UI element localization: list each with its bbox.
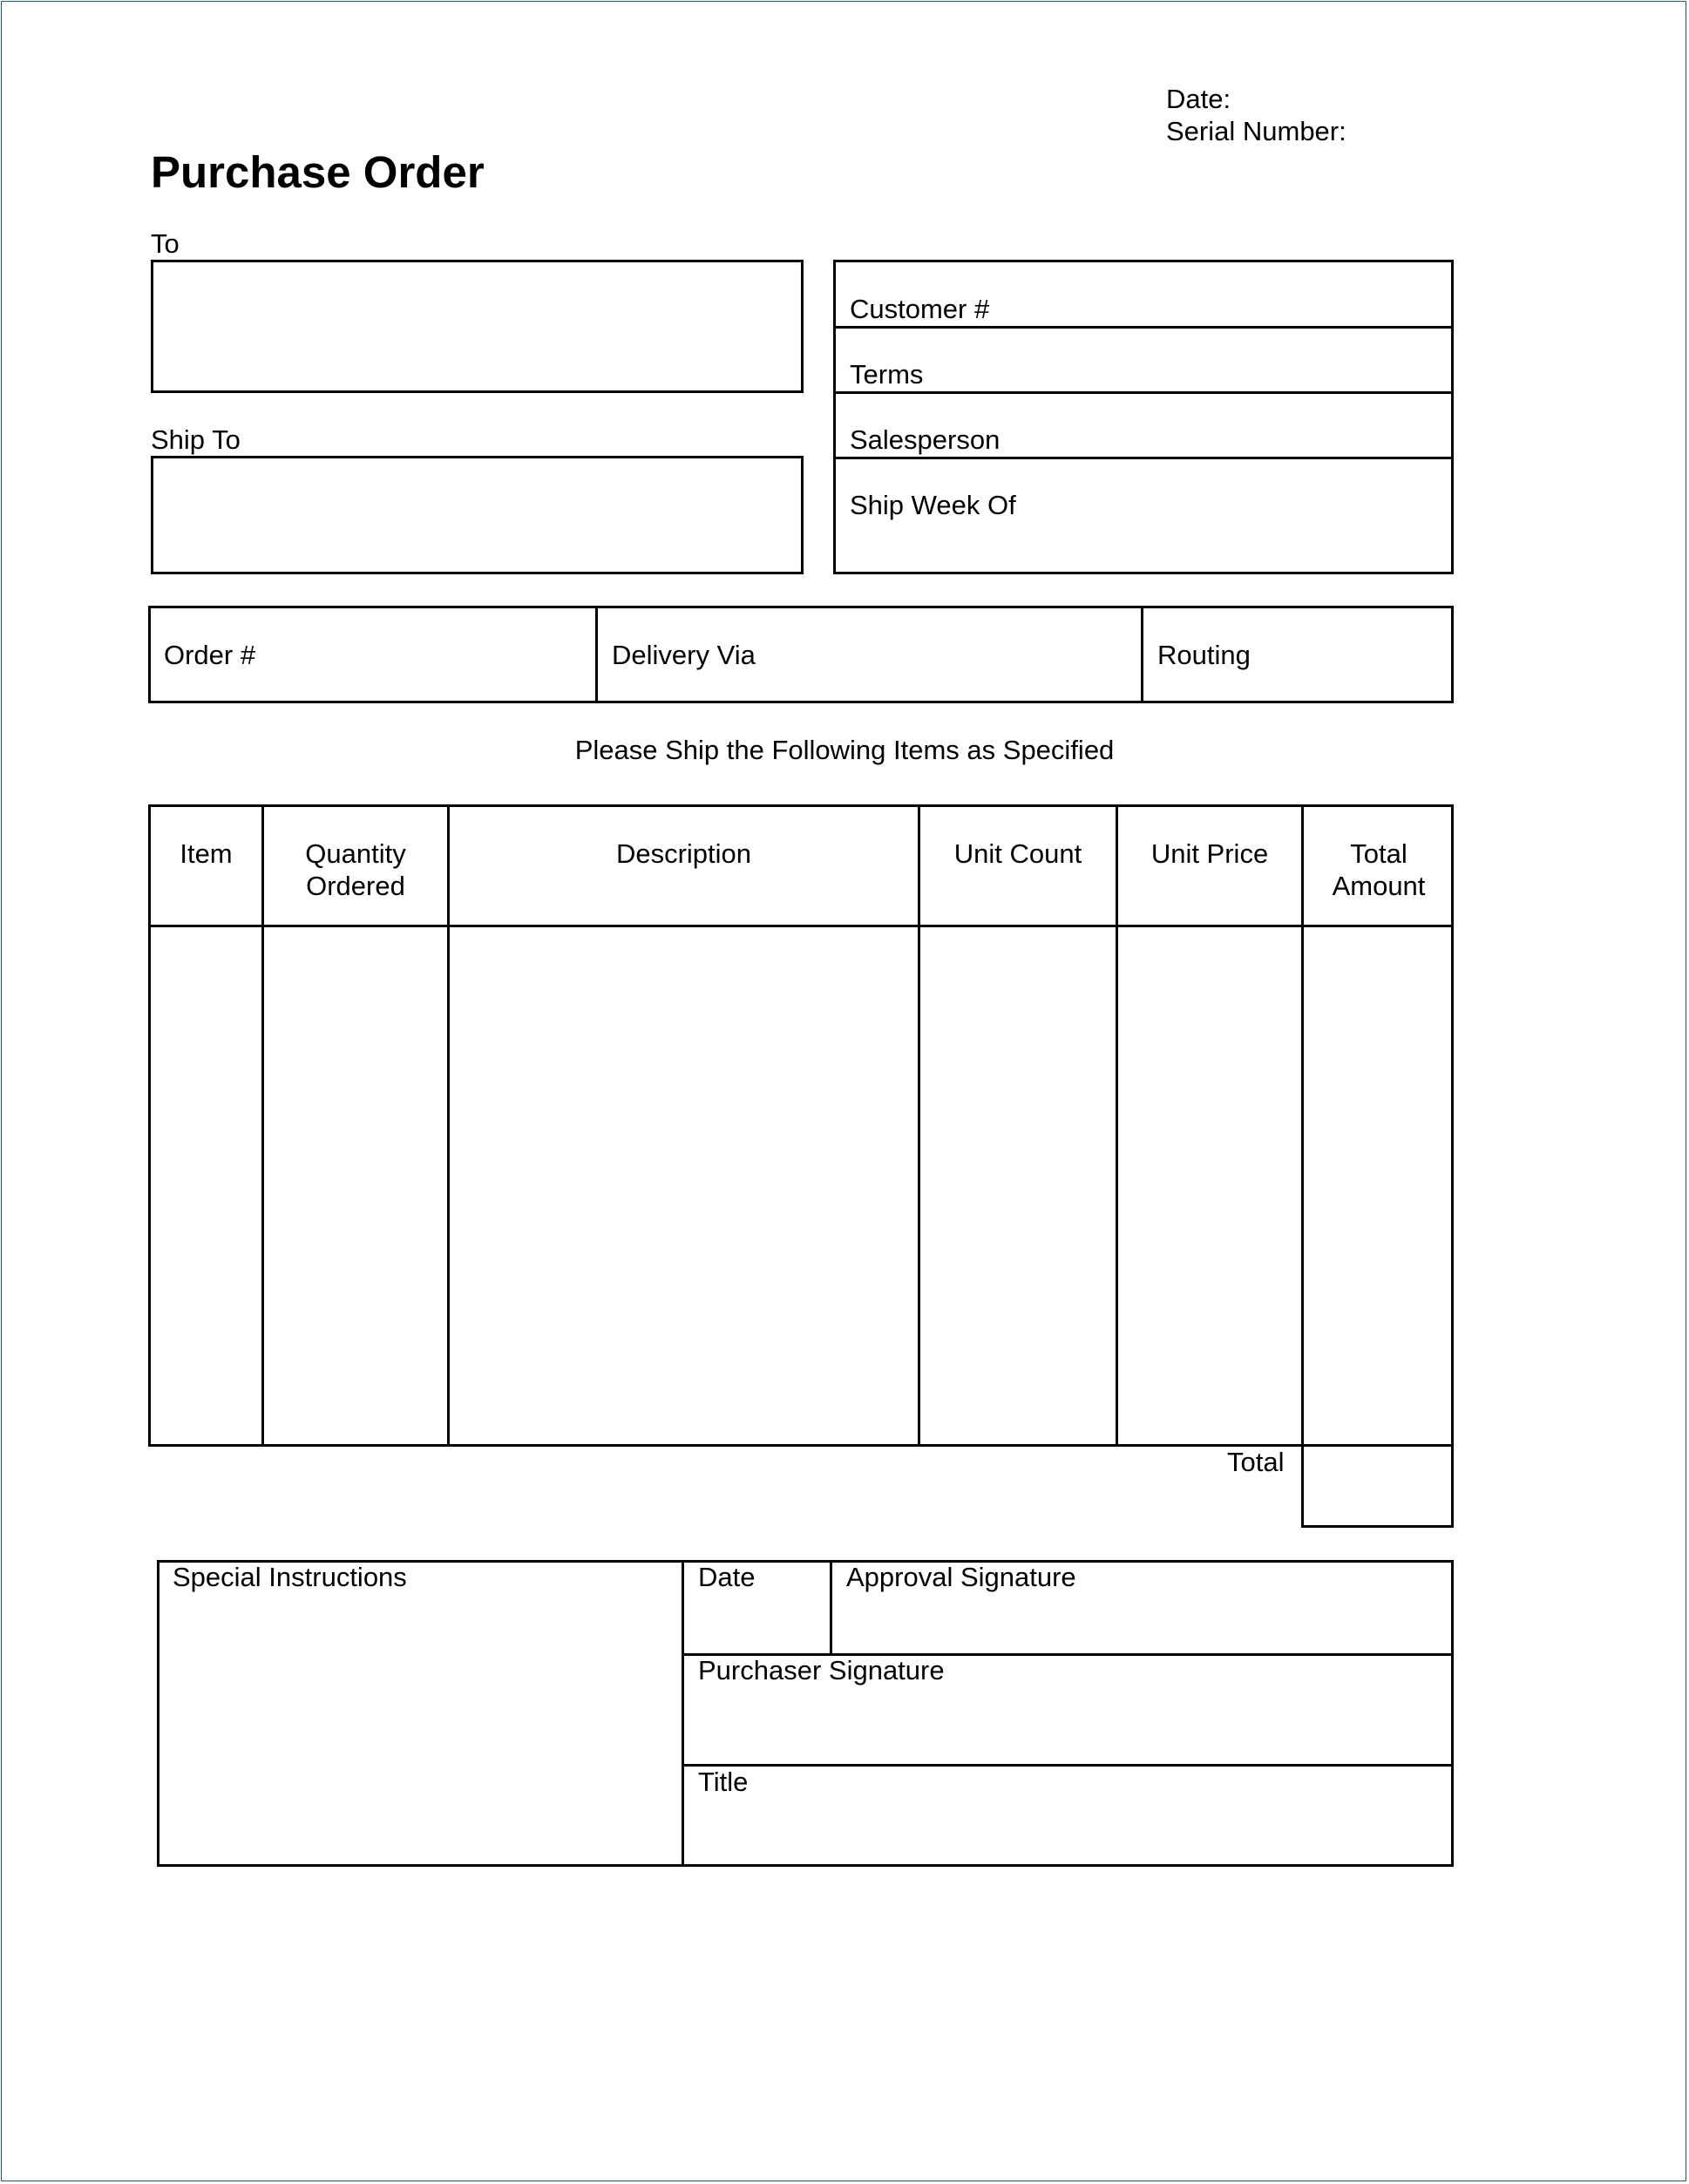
column-header-unit-price: Unit Price [1150,838,1269,869]
column-header-label: Quantity Ordered [305,838,406,901]
page-title: Purchase Order [151,147,485,197]
column-header-unit-count: Unit Count [953,838,1082,869]
column-header-label: Total Amount [1332,838,1426,901]
column-header-total-amount [1304,838,1454,902]
ship-week-of-label: Ship Week Of [850,490,1016,520]
terms-field[interactable] [838,329,1448,390]
special-instructions-label: Special Instructions [173,1562,407,1592]
order-number-field[interactable] [151,608,594,701]
customer-number-label: Customer # [850,294,990,324]
approval-signature-label: Approval Signature [846,1562,1076,1592]
routing-label: Routing [1157,640,1251,670]
column-header-description: Description [615,838,752,869]
title-field[interactable] [684,1799,1451,1864]
delivery-via-label: Delivery Via [612,640,756,670]
to-address-field[interactable] [151,260,804,393]
column-header-quantity-ordered [264,838,447,902]
items-entry-area[interactable] [151,927,1451,1444]
serial-number-label: Serial Number: [1166,116,1346,146]
total-field[interactable] [1301,1444,1454,1528]
ship-to-address-field[interactable] [151,456,804,574]
terms-label: Terms [850,359,924,390]
customer-number-field[interactable] [838,262,1448,325]
footer-row-divider [682,1764,1454,1767]
title-label: Title [698,1767,749,1797]
salesperson-field[interactable] [838,394,1448,456]
approval-date-field[interactable] [684,1595,829,1652]
column-header-item: Item [180,838,233,869]
salesperson-label: Salesperson [850,424,1001,455]
shipping-instruction-text: Please Ship the Following Items as Specified [574,735,1115,765]
approval-signature-field[interactable] [832,1595,1451,1652]
routing-field[interactable] [1143,608,1451,701]
approval-date-label: Date [698,1562,756,1592]
ship-to-label: Ship To [151,424,241,455]
total-label: Total [1227,1447,1285,1477]
purchaser-signature-field[interactable] [684,1688,1451,1763]
delivery-via-field[interactable] [598,608,1140,701]
to-label: To [151,228,180,259]
special-instructions-field[interactable] [159,1595,681,1864]
order-number-label: Order # [164,640,256,670]
purchaser-signature-label: Purchaser Signature [698,1655,945,1685]
ship-week-of-field[interactable] [838,459,1448,572]
date-label: Date: [1166,84,1231,114]
